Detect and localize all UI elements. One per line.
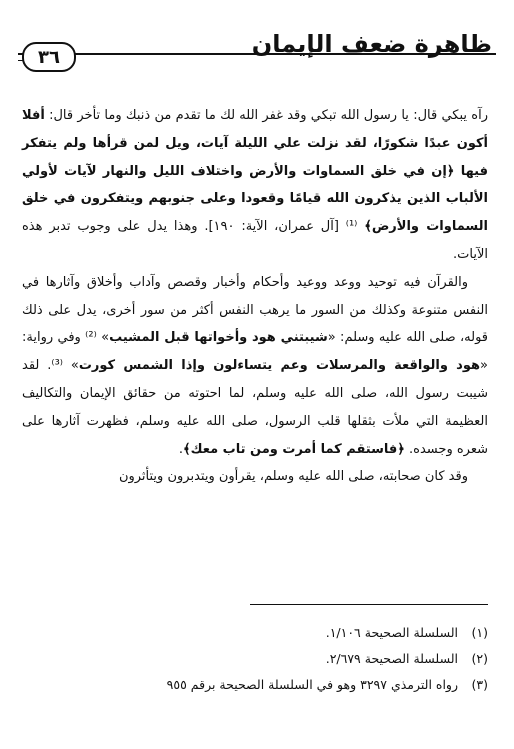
- footnote-3: [20, 672, 488, 698]
- page-header: [18, 18, 496, 78]
- p2-text-1: والقرآن فيه توحيد ووعد ووعيد وأحكام وأخبار وقصص وآداب وأخلاق وآثارها في النفس متنوعة وكذلك من السور ما يرهب النفس أكثر من سور أخرى، يدل على ذلك قوله، صلى الله عليه وسلم: «: [22, 274, 489, 346]
- paragraph-2: [22, 269, 488, 464]
- footnote-text: السلسلة الصحيحة ٢/٦٧٩.: [325, 651, 459, 666]
- footnote-separator: [250, 604, 488, 605]
- page-number: ٣٦: [38, 46, 60, 68]
- p2-hadith-1: شيبتني هود وأخواتها قبل المشيب: [109, 330, 328, 346]
- footnotes: [20, 620, 488, 698]
- p1-hadith-text: أفلا أكون عبدًا شكورًا، لقد نزلت علي الليلة آيات، ويل لمن قرأها ولم يتفكر فيها: [22, 108, 488, 179]
- footnote-text: السلسلة الصحيحة ١/١٠٦.: [325, 625, 459, 640]
- p2-text-3: » ⁽³⁾. لقد شيبت رسول الله، صلى الله عليه وسلم، لما احتوته من حقائق الإيمان والتكاليف العظيمة التي ملأت بثقلها قلب الرسول، صلى الله عليه وسلم، فظهرت آثارها على شعره وجسده.: [22, 358, 488, 457]
- footnote-2: [20, 646, 488, 672]
- footnote-1: [20, 620, 488, 646]
- footnote-number: (١): [471, 625, 488, 640]
- p1-text-1: رآه يبكي قال: يا رسول الله تبكي وقد غفر الله لك ما تقدم من ذنبك وما تأخر قال:: [44, 108, 488, 123]
- main-text: [22, 102, 488, 491]
- footnote-number: (٢): [471, 651, 488, 666]
- p2-quran-verse: ﴿فاستقم كما أمرت ومن تاب معك﴾: [183, 441, 405, 457]
- p1-text-2: ⁽¹⁾ [آل عمران، الآية: ١٩٠]. وهذا يدل على وجوب تدبر هذه الآيات.: [22, 219, 488, 262]
- page-number-badge: [22, 42, 76, 72]
- running-title: ظاهرة ضعف الإيمان: [251, 30, 492, 58]
- header-rule: [18, 53, 496, 55]
- p2-hadith-2: هود والواقعة والمرسلات وعم يتساءلون وإذا الشمس كورت: [78, 358, 481, 374]
- footnote-text: رواه الترمذي ٣٢٩٧ وهو في السلسلة الصحيحة برقم ٩٥٥: [166, 677, 459, 692]
- paragraph-3: وقد كان صحابته، صلى الله عليه وسلم، يقرأون ويتدبرون ويتأثرون: [118, 469, 468, 485]
- paragraph-1: [22, 102, 488, 269]
- p2-text-2: » ⁽²⁾ وفي رواية: «: [22, 330, 488, 374]
- footnote-number: (٣): [471, 677, 488, 692]
- p2-text-4: .: [178, 441, 184, 457]
- p1-quran-verse: ﴿إن في خلق السماوات والأرض واختلاف الليل والنهار لآيات لأولي الألباب الذين يذكرون الله قيامًا وقعودا وعلى جنوبهم ويتفكرون في خلق السماوات والأرض﴾: [22, 163, 488, 235]
